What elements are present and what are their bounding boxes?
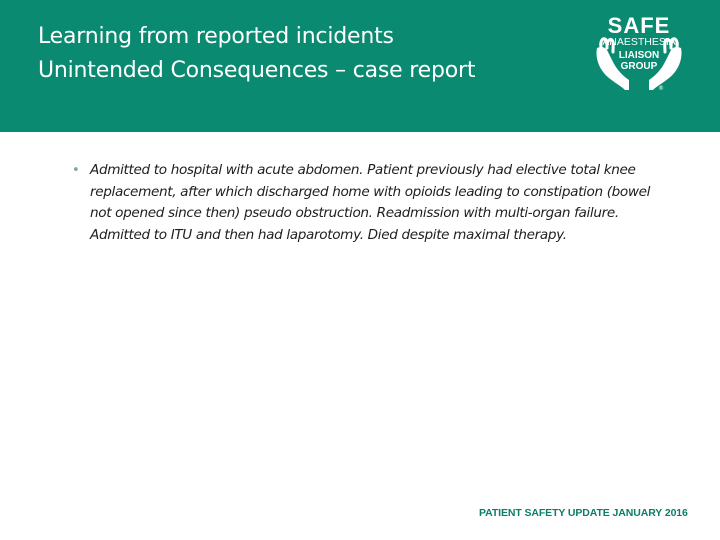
registered-mark: ® — [658, 85, 664, 92]
safe-anaesthesia-logo — [585, 14, 693, 96]
title-line-1: Learning from reported incidents — [38, 24, 394, 49]
slide-body — [72, 160, 672, 246]
logo-liaison-text: LIAISON — [618, 50, 660, 61]
list-item — [72, 160, 672, 246]
title-line-2: Unintended Consequences – case report — [38, 58, 476, 83]
case-report-text: Admitted to hospital with acute abdomen. Patient previously had elective total knee replacement, after which discharged home with opioids leading to constipation (bowel not opened since then) pseudo obstruction. Readmission with multi-organ failure. Admitted to ITU and then had laparotomy. Died despite maximal therapy. — [90, 162, 651, 243]
logo-group-text: GROUP — [620, 61, 658, 72]
slide-title — [38, 20, 558, 88]
footer-label: PATIENT SAFETY UPDATE JANUARY 2016 — [479, 507, 688, 519]
header-banner — [0, 0, 720, 132]
logo-safe-text: SAFE — [607, 13, 671, 38]
logo-anaesthesia-text: ANAESTHESIA — [602, 36, 676, 48]
bullet-icon: • — [72, 163, 80, 178]
